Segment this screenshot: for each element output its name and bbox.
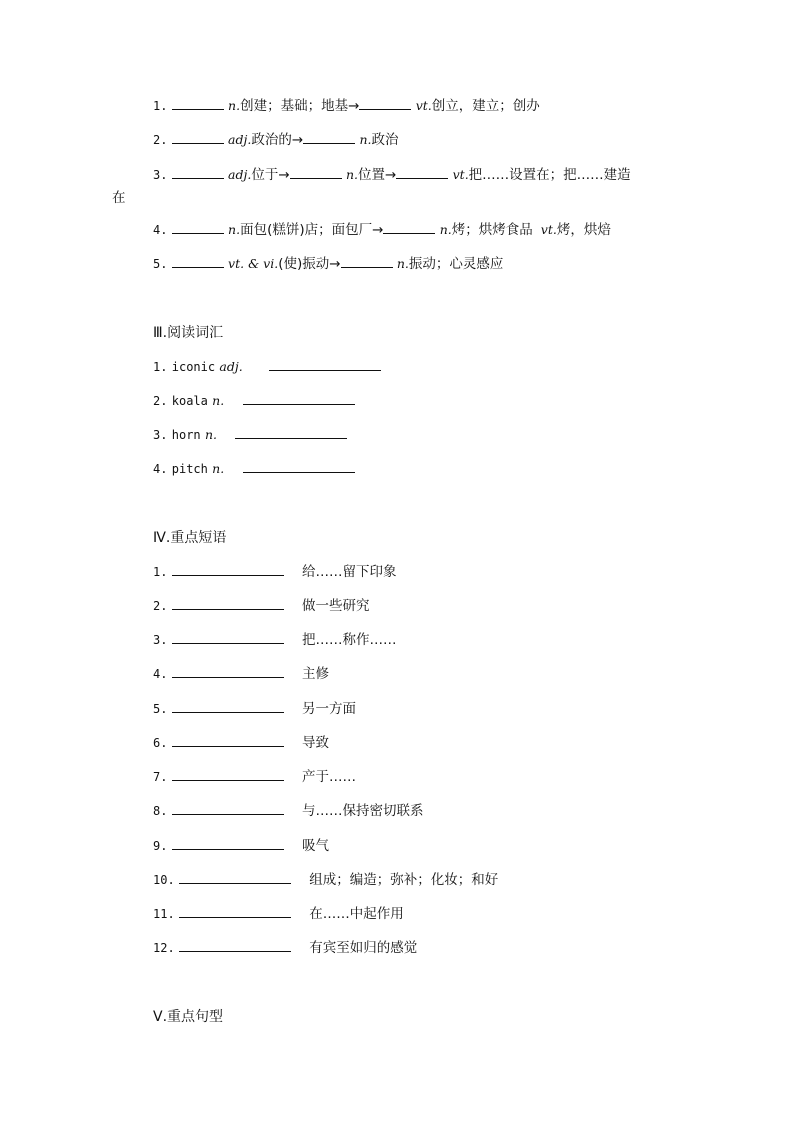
phrase-item: 2. 做一些研究: [153, 598, 370, 614]
answer-blank[interactable]: [172, 836, 284, 850]
word-family-item-3: 3. adj.位于→ n.位置→ vt.把……设置在；把……建造: [153, 167, 631, 183]
answer-blank[interactable]: [235, 425, 347, 439]
answer-blank[interactable]: [172, 664, 284, 678]
answer-blank[interactable]: [243, 391, 355, 405]
answer-blank[interactable]: [172, 767, 284, 781]
section-heading-key-sentences: Ⅴ.重点句型: [153, 1009, 224, 1025]
answer-blank[interactable]: [243, 459, 355, 473]
answer-blank[interactable]: [172, 130, 224, 144]
word-family-item-3-wrap: 在: [112, 190, 126, 206]
answer-blank[interactable]: [383, 220, 435, 234]
answer-blank[interactable]: [341, 254, 393, 268]
phrase-item: 6. 导致: [153, 735, 330, 751]
answer-blank[interactable]: [172, 254, 224, 268]
word-family-item-5: 5. vt. & vi.(使)振动→ n.振动；心灵感应: [153, 256, 504, 272]
answer-blank[interactable]: [396, 165, 448, 179]
answer-blank[interactable]: [172, 630, 284, 644]
answer-blank[interactable]: [172, 562, 284, 576]
word-family-item-2: 2. adj.政治的→ n.政治: [153, 132, 399, 148]
phrase-item: 10. 组成；编造；弥补；化妆；和好: [153, 872, 499, 888]
section-heading-key-phrases: Ⅳ.重点短语: [153, 530, 227, 546]
answer-blank[interactable]: [172, 699, 284, 713]
answer-blank[interactable]: [269, 357, 381, 371]
reading-vocab-item-2: 2. koala n.: [153, 391, 355, 410]
phrase-item: 8. 与……保持密切联系: [153, 803, 424, 819]
answer-blank[interactable]: [359, 96, 411, 110]
answer-blank[interactable]: [179, 938, 291, 952]
phrase-item: 9. 吸气: [153, 838, 330, 854]
phrase-item: 11. 在……中起作用: [153, 906, 404, 922]
phrase-item: 1. 给……留下印象: [153, 564, 397, 580]
phrase-item: 12. 有宾至如归的感觉: [153, 940, 418, 956]
answer-blank[interactable]: [172, 596, 284, 610]
section-heading-reading-vocab: Ⅲ.阅读词汇: [153, 325, 224, 341]
reading-vocab-item-4: 4. pitch n.: [153, 459, 355, 478]
phrase-item: 5. 另一方面: [153, 701, 357, 717]
answer-blank[interactable]: [172, 96, 224, 110]
answer-blank[interactable]: [172, 220, 224, 234]
word-family-item-4: 4. n.面包(糕饼)店；面包厂→ n.烤；烘烤食品 vt.烤，烘焙: [153, 222, 611, 238]
answer-blank[interactable]: [303, 130, 355, 144]
answer-blank[interactable]: [179, 870, 291, 884]
phrase-item: 3. 把……称作……: [153, 632, 397, 648]
answer-blank[interactable]: [290, 165, 342, 179]
reading-vocab-item-1: 1. iconic adj.: [153, 357, 381, 376]
answer-blank[interactable]: [172, 165, 224, 179]
reading-vocab-item-3: 3. horn n.: [153, 425, 347, 444]
phrase-item: 7. 产于……: [153, 769, 357, 785]
answer-blank[interactable]: [172, 801, 284, 815]
answer-blank[interactable]: [179, 904, 291, 918]
answer-blank[interactable]: [172, 733, 284, 747]
phrase-item: 4. 主修: [153, 666, 330, 682]
word-family-item-1: 1. n.创建；基础；地基→ vt.创立，建立；创办: [153, 98, 540, 114]
